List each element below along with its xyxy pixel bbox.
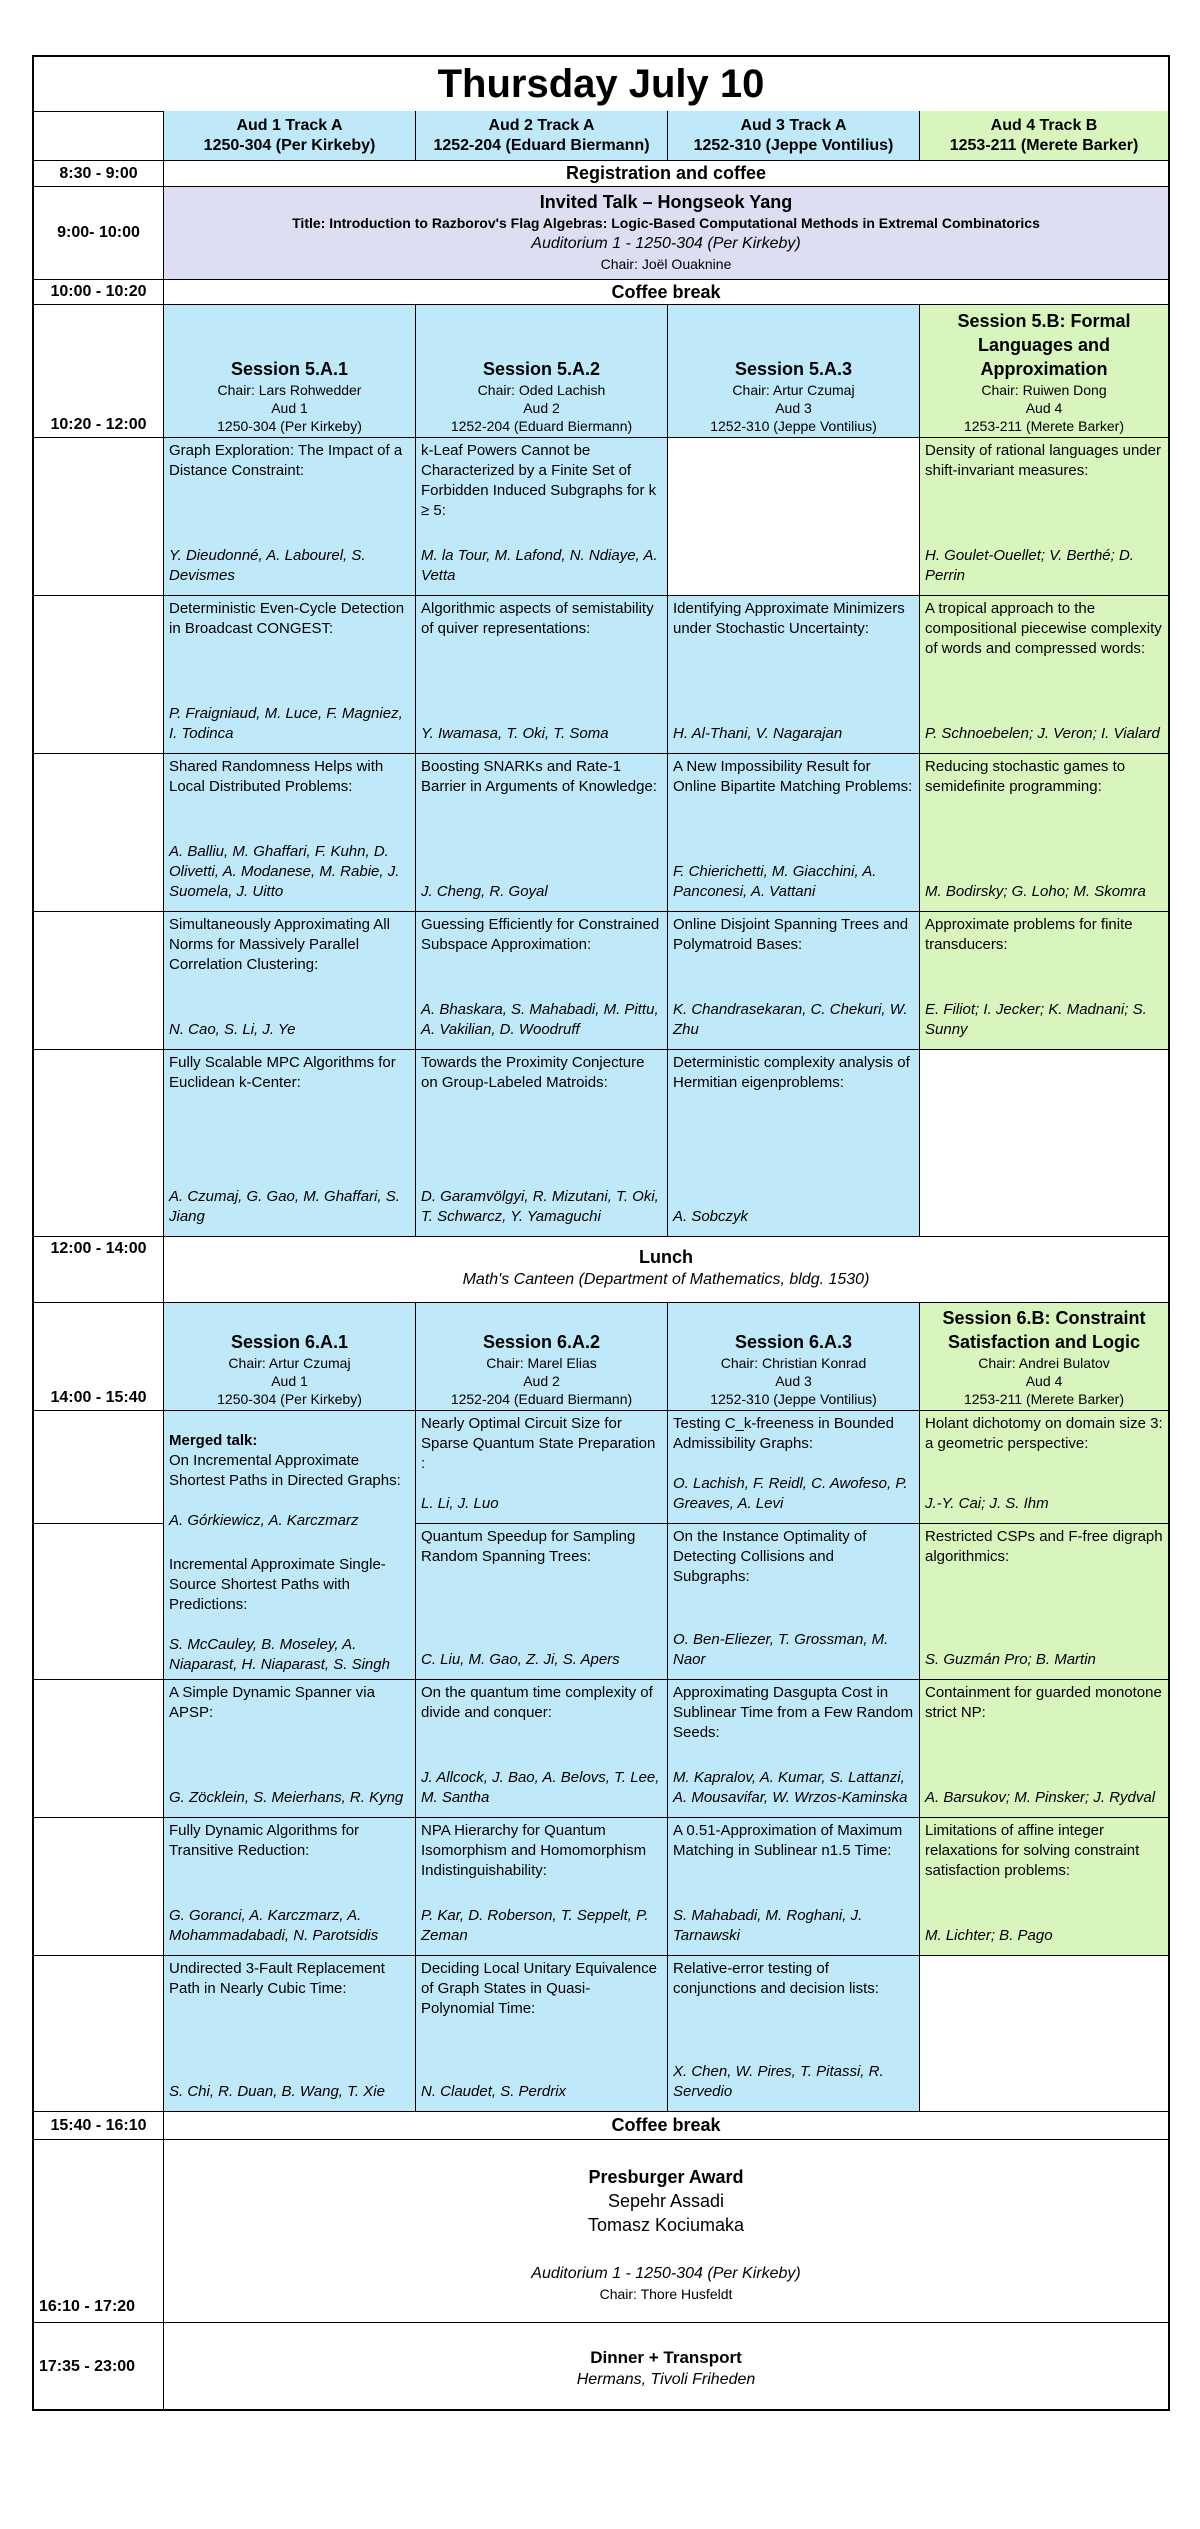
paper-title: On the Instance Optimality of Detecting Collisions and Subgraphs: xyxy=(673,1528,867,1585)
paper-authors: H. Al-Thani, V. Nagarajan xyxy=(673,725,843,742)
paper-title: Towards the Proximity Conjecture on Group-Labeled Matroids: xyxy=(421,1054,645,1091)
paper-cell xyxy=(164,438,416,596)
session-name: Session 5.A.3 xyxy=(734,359,853,379)
paper-title: Limitations of affine integer relaxations for solving constraint satisfaction problems: xyxy=(925,1822,1140,1879)
track-name: Aud 4 Track B xyxy=(990,116,1098,134)
session-header xyxy=(416,1303,668,1411)
time-slot-empty xyxy=(34,1411,164,1524)
paper-cell xyxy=(920,438,1168,596)
session-room: 1252-310 (Jeppe Vontilius) xyxy=(710,418,877,434)
paper-title: Guessing Efficiently for Constrained Subspace Approximation: xyxy=(421,916,660,953)
empty-slot xyxy=(920,1050,1168,1237)
paper-authors: S. Guzmán Pro; B. Martin xyxy=(925,1651,1096,1668)
session-chair: Chair: Ruiwen Dong xyxy=(981,382,1107,398)
paper-authors: J. Allcock, J. Bao, A. Belovs, T. Lee, M. Santha xyxy=(421,1769,660,1806)
paper-cell xyxy=(920,596,1168,754)
session-header xyxy=(668,305,920,438)
session-chair: Chair: Marel Elias xyxy=(486,1355,597,1371)
time-slot-empty xyxy=(34,912,164,1050)
paper-title: Online Disjoint Spanning Trees and Polymatroid Bases: xyxy=(673,916,909,953)
paper-title: Containment for guarded monotone strict NP: xyxy=(925,1684,1162,1721)
paper-title: Testing C_k-freeness in Bounded Admissibility Graphs: xyxy=(673,1415,894,1452)
paper-cell xyxy=(416,438,668,596)
time-slot-empty xyxy=(34,438,164,596)
track-name: Aud 3 Track A xyxy=(740,116,847,134)
time-slot-empty xyxy=(34,1524,164,1680)
paper-title: Approximating Dasgupta Cost in Sublinear Time from a Few Random Seeds: xyxy=(673,1684,914,1741)
paper-authors: N. Claudet, S. Perdrix xyxy=(421,2083,567,2100)
paper-title: NPA Hierarchy for Quantum Isomorphism and Homomorphism Indistinguishability: xyxy=(421,1822,647,1879)
paper-authors: H. Goulet-Ouellet; V. Berthé; D. Perrin xyxy=(925,547,1134,584)
session-room: 1250-304 (Per Kirkeby) xyxy=(217,1391,362,1407)
paper-authors: O. Ben-Eliezer, T. Grossman, M. Naor xyxy=(673,1631,889,1668)
session-header xyxy=(668,1303,920,1411)
time-slot-empty xyxy=(34,1050,164,1237)
paper-title: Identifying Approximate Minimizers under Stochastic Uncertainty: xyxy=(673,600,905,637)
time-slot: 10:20 - 12:00 xyxy=(34,305,164,438)
paper-title: On Incremental Approximate Shortest Paths in Directed Graphs: xyxy=(169,1452,401,1489)
paper-cell xyxy=(668,1524,920,1680)
invited-chair: Chair: Joël Ouaknine xyxy=(600,256,732,272)
paper-title: A Simple Dynamic Spanner via APSP: xyxy=(169,1684,375,1721)
paper-authors: P. Fraigniaud, M. Luce, F. Magniez, I. Todinca xyxy=(169,705,403,742)
session-aud: Aud 4 xyxy=(1025,400,1063,416)
paper-authors: K. Chandrasekaran, C. Chekuri, W. Zhu xyxy=(673,1001,908,1038)
paper-title: Holant dichotomy on domain size 3: a geometric perspective: xyxy=(925,1415,1163,1452)
paper-authors: J. Cheng, R. Goyal xyxy=(421,883,548,900)
track-name: Aud 2 Track A xyxy=(488,116,595,134)
merged-talk xyxy=(164,1411,416,1680)
paper-cell xyxy=(920,1411,1168,1524)
paper-cell xyxy=(416,1956,668,2112)
paper-title: A tropical approach to the compositional piecewise complexity of words and compressed words: xyxy=(925,600,1162,657)
session-aud: Aud 2 xyxy=(523,400,560,416)
track-room: 1252-204 (Eduard Biermann) xyxy=(433,136,650,154)
coffee-break-row: Coffee break xyxy=(164,280,1168,305)
paper-authors: L. Li, J. Luo xyxy=(421,1495,499,1512)
time-slot: 14:00 - 15:40 xyxy=(34,1303,164,1411)
paper-title: Density of rational languages under shift-invariant measures: xyxy=(925,442,1161,479)
award-winner: Sepehr Assadi xyxy=(607,2191,725,2211)
session-room: 1252-204 (Eduard Biermann) xyxy=(450,1391,633,1407)
time-slot-empty xyxy=(34,596,164,754)
session-chair: Chair: Andrei Bulatov xyxy=(978,1355,1110,1371)
session-chair: Chair: Lars Rohwedder xyxy=(217,382,362,398)
schedule-table xyxy=(32,55,1170,2411)
session-chair: Chair: Christian Konrad xyxy=(720,1355,867,1371)
dinner-place: Hermans, Tivoli Friheden xyxy=(576,2371,756,2388)
paper-title: Approximate problems for finite transducers: xyxy=(925,916,1133,953)
time-slot: 8:30 - 9:00 xyxy=(34,161,164,187)
award-winner: Tomasz Kociumaka xyxy=(587,2215,745,2235)
paper-authors: M. Kapralov, A. Kumar, S. Lattanzi, A. Mousavifar, W. Wrzos-Kaminska xyxy=(673,1769,908,1806)
session-header xyxy=(920,305,1168,438)
paper-cell xyxy=(164,1956,416,2112)
paper-authors: P. Kar, D. Roberson, T. Seppelt, P. Zeman xyxy=(421,1907,649,1944)
paper-cell xyxy=(416,596,668,754)
paper-cell xyxy=(416,1050,668,1237)
paper-cell xyxy=(164,1050,416,1237)
session-chair: Chair: Artur Czumaj xyxy=(732,382,855,398)
paper-authors: X. Chen, W. Pires, T. Pitassi, R. Servedio xyxy=(673,2063,884,2100)
award-heading: Presburger Award xyxy=(588,2167,744,2187)
paper-title: Deterministic Even-Cycle Detection in Broadcast CONGEST: xyxy=(169,600,405,637)
paper-title: On the quantum time complexity of divide and conquer: xyxy=(421,1684,653,1721)
merged-label: Merged talk: xyxy=(169,1432,258,1449)
registration-row: Registration and coffee xyxy=(164,161,1168,187)
paper-cell xyxy=(164,912,416,1050)
session-header xyxy=(164,1303,416,1411)
paper-title: Deciding Local Unitary Equivalence of Graph States in Quasi-Polynomial Time: xyxy=(421,1960,657,2017)
paper-title: Simultaneously Approximating All Norms for Massively Parallel Correlation Clustering: xyxy=(169,916,390,973)
paper-title: Nearly Optimal Circuit Size for Sparse Quantum State Preparation : xyxy=(421,1415,656,1472)
session-name: Session 5.B: Formal Languages and Approximation xyxy=(957,311,1131,379)
award-venue: Auditorium 1 - 1250-304 (Per Kirkeby) xyxy=(531,2265,801,2282)
paper-title: Fully Dynamic Algorithms for Transitive Reduction: xyxy=(169,1822,360,1859)
award-chair: Chair: Thore Husfeldt xyxy=(599,2286,733,2302)
time-slot-empty xyxy=(34,1818,164,1956)
paper-authors: O. Lachish, F. Reidl, C. Awofeso, P. Greaves, A. Levi xyxy=(673,1475,908,1512)
paper-title: Relative-error testing of conjunctions and decision lists: xyxy=(673,1960,879,1997)
paper-authors: S. Chi, R. Duan, B. Wang, T. Xie xyxy=(169,2083,385,2100)
paper-cell xyxy=(416,1411,668,1524)
paper-title: Fully Scalable MPC Algorithms for Euclidean k-Center: xyxy=(169,1054,396,1091)
paper-authors: S. McCauley, B. Moseley, A. Niaparast, H. Niaparast, S. Singh xyxy=(169,1636,390,1673)
paper-authors: C. Liu, M. Gao, Z. Ji, S. Apers xyxy=(421,1651,620,1668)
paper-title: A 0.51-Approximation of Maximum Matching in Sublinear n1.5 Time: xyxy=(673,1822,903,1859)
empty-slot xyxy=(668,438,920,596)
paper-authors: E. Filiot; I. Jecker; K. Madnani; S. Sunny xyxy=(925,1001,1147,1038)
time-slot: 16:10 - 17:20 xyxy=(34,2140,164,2323)
time-slot: 15:40 - 16:10 xyxy=(34,2112,164,2140)
paper-cell xyxy=(668,1411,920,1524)
session-aud: Aud 3 xyxy=(775,400,812,416)
time-slot-empty xyxy=(34,754,164,912)
paper-title: Undirected 3-Fault Replacement Path in Nearly Cubic Time: xyxy=(169,1960,385,1997)
paper-title: Incremental Approximate Single-Source Shortest Paths with Predictions: xyxy=(169,1556,386,1613)
session-header xyxy=(416,305,668,438)
paper-authors: A. Balliu, M. Ghaffari, F. Kuhn, D. Olivetti, A. Modanese, M. Rabie, J. Suomela, J. Uitto xyxy=(169,843,400,900)
paper-authors: S. Mahabadi, M. Roghani, J. Tarnawski xyxy=(673,1907,863,1944)
paper-title: Graph Exploration: The Impact of a Distance Constraint: xyxy=(169,442,403,479)
paper-authors: J.-Y. Cai; J. S. Ihm xyxy=(925,1495,1049,1512)
session-aud: Aud 1 xyxy=(271,1373,308,1389)
paper-title: Restricted CSPs and F-free digraph algorithmics: xyxy=(925,1528,1163,1565)
lunch-label: Lunch xyxy=(639,1247,693,1267)
invited-heading: Invited Talk – Hongseok Yang xyxy=(539,192,793,212)
track-header xyxy=(164,111,416,161)
paper-authors: A. Barsukov; M. Pinsker; J. Rydval xyxy=(925,1789,1156,1806)
invited-talk xyxy=(164,187,1168,280)
paper-authors: A. Sobczyk xyxy=(673,1208,749,1225)
session-name: Session 5.A.1 xyxy=(230,359,349,379)
session-room: 1252-310 (Jeppe Vontilius) xyxy=(710,1391,877,1407)
lunch-row xyxy=(164,1237,1168,1303)
paper-cell xyxy=(416,1680,668,1818)
paper-cell xyxy=(668,1050,920,1237)
coffee-break-row: Coffee break xyxy=(164,2112,1168,2140)
paper-cell xyxy=(668,1680,920,1818)
session-aud: Aud 3 xyxy=(775,1373,812,1389)
invited-venue: Auditorium 1 - 1250-304 (Per Kirkeby) xyxy=(531,235,801,252)
time-slot-empty xyxy=(34,1956,164,2112)
paper-title: A New Impossibility Result for Online Bipartite Matching Problems: xyxy=(673,758,913,795)
session-aud: Aud 1 xyxy=(271,400,308,416)
paper-authors: A. Czumaj, G. Gao, M. Ghaffari, S. Jiang xyxy=(169,1188,400,1225)
empty-slot xyxy=(920,1956,1168,2112)
paper-title: Boosting SNARKs and Rate-1 Barrier in Arguments of Knowledge: xyxy=(421,758,657,795)
paper-cell xyxy=(920,1524,1168,1680)
paper-cell xyxy=(920,1680,1168,1818)
session-name: Session 6.B: Constraint Satisfaction and Logic xyxy=(942,1308,1146,1352)
track-room: 1253-211 (Merete Barker) xyxy=(949,136,1139,154)
paper-cell xyxy=(164,1680,416,1818)
paper-cell xyxy=(164,596,416,754)
award-row xyxy=(164,2140,1168,2323)
header-blank xyxy=(34,111,164,161)
paper-cell xyxy=(416,912,668,1050)
session-header xyxy=(164,305,416,438)
session-chair: Chair: Artur Czumaj xyxy=(228,1355,351,1371)
paper-cell xyxy=(920,1818,1168,1956)
paper-authors: Y. Dieudonné, A. Labourel, S. Devismes xyxy=(169,547,366,584)
track-header xyxy=(416,111,668,161)
track-room: 1250-304 (Per Kirkeby) xyxy=(203,136,376,154)
paper-cell xyxy=(668,596,920,754)
lunch-place: Math's Canteen (Department of Mathematics, bldg. 1530) xyxy=(462,1271,870,1288)
paper-cell xyxy=(416,1524,668,1680)
time-slot: 10:00 - 10:20 xyxy=(34,280,164,305)
session-aud: Aud 2 xyxy=(523,1373,560,1389)
paper-cell xyxy=(416,754,668,912)
paper-authors: G. Goranci, A. Karczmarz, A. Mohammadabadi, N. Parotsidis xyxy=(169,1907,379,1944)
page-title: Thursday July 10 xyxy=(34,57,1168,112)
paper-cell xyxy=(164,1818,416,1956)
paper-authors: F. Chierichetti, M. Giacchini, A. Panconesi, A. Vattani xyxy=(673,863,877,900)
paper-title: Deterministic complexity analysis of Hermitian eigenproblems: xyxy=(673,1054,910,1091)
paper-cell xyxy=(416,1818,668,1956)
time-slot: 9:00- 10:00 xyxy=(34,187,164,280)
paper-authors: Y. Iwamasa, T. Oki, T. Soma xyxy=(421,725,609,742)
dinner-row xyxy=(164,2323,1168,2411)
session-chair: Chair: Oded Lachish xyxy=(477,382,606,398)
time-slot: 17:35 - 23:00 xyxy=(34,2323,164,2411)
paper-cell xyxy=(668,1956,920,2112)
paper-title: Quantum Speedup for Sampling Random Spanning Trees: xyxy=(421,1528,636,1565)
paper-cell xyxy=(920,912,1168,1050)
time-slot: 12:00 - 14:00 xyxy=(34,1237,164,1303)
paper-title: Shared Randomness Helps with Local Distributed Problems: xyxy=(169,758,384,795)
paper-authors: G. Zöcklein, S. Meierhans, R. Kyng xyxy=(169,1789,404,1806)
paper-title: Reducing stochastic games to semidefinite programming: xyxy=(925,758,1126,795)
session-room: 1253-211 (Merete Barker) xyxy=(963,1391,1125,1407)
session-name: Session 6.A.3 xyxy=(734,1332,853,1352)
paper-authors: A. Bhaskara, S. Mahabadi, M. Pittu, A. Vakilian, D. Woodruff xyxy=(421,1001,659,1038)
track-header xyxy=(920,111,1168,161)
paper-cell xyxy=(668,1818,920,1956)
paper-authors: P. Schnoebelen; J. Veron; I. Vialard xyxy=(925,725,1160,742)
session-room: 1250-304 (Per Kirkeby) xyxy=(217,418,362,434)
invited-title: Title: Introduction to Razborov's Flag Algebras: Logic-Based Computational Methods in Extremal Combinatorics xyxy=(292,215,1040,231)
paper-authors: M. la Tour, M. Lafond, N. Ndiaye, A. Vetta xyxy=(421,547,658,584)
track-header xyxy=(668,111,920,161)
track-name: Aud 1 Track A xyxy=(236,116,343,134)
paper-title: Algorithmic aspects of semistability of quiver representations: xyxy=(421,600,654,637)
dinner-label: Dinner + Transport xyxy=(590,2348,742,2367)
session-room: 1252-204 (Eduard Biermann) xyxy=(450,418,633,434)
session-aud: Aud 4 xyxy=(1025,1373,1063,1389)
paper-authors: M. Lichter; B. Pago xyxy=(925,1927,1053,1944)
paper-cell xyxy=(920,754,1168,912)
paper-cell xyxy=(668,912,920,1050)
paper-cell xyxy=(668,754,920,912)
session-name: Session 5.A.2 xyxy=(482,359,601,379)
paper-title: k-Leaf Powers Cannot be Characterized by a Finite Set of Forbidden Induced Subgraphs for k ≥ 5: xyxy=(421,442,657,519)
session-name: Session 6.A.2 xyxy=(482,1332,601,1352)
paper-authors: M. Bodirsky; G. Loho; M. Skomra xyxy=(925,883,1146,900)
paper-authors: D. Garamvölgyi, R. Mizutani, T. Oki, T. Schwarcz, Y. Yamaguchi xyxy=(421,1188,659,1225)
paper-authors: A. Górkiewicz, A. Karczmarz xyxy=(169,1512,359,1529)
session-header xyxy=(920,1303,1168,1411)
session-room: 1253-211 (Merete Barker) xyxy=(963,418,1125,434)
track-room: 1252-310 (Jeppe Vontilius) xyxy=(693,136,894,154)
time-slot-empty xyxy=(34,1680,164,1818)
session-name: Session 6.A.1 xyxy=(230,1332,349,1352)
paper-cell xyxy=(164,754,416,912)
paper-authors: N. Cao, S. Li, J. Ye xyxy=(169,1021,296,1038)
